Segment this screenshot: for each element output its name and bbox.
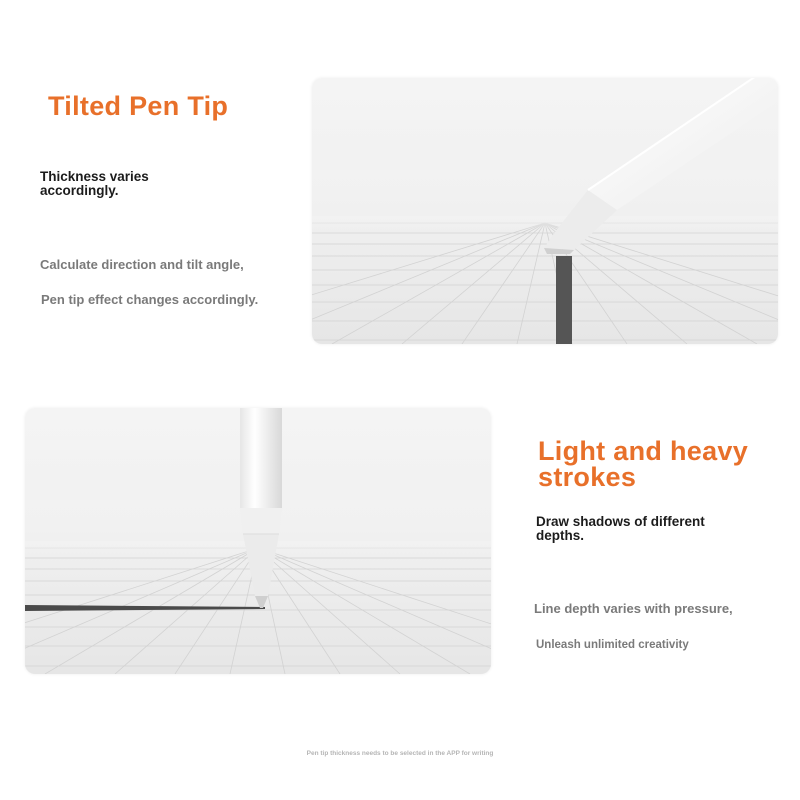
light-heavy-strokes-subheading: Draw shadows of different depths. [536, 514, 705, 543]
footnote: Pen tip thickness needs to be selected in the APP for writing [306, 750, 494, 757]
tilted-pen-tip-subheading: Thickness varies accordingly. [40, 169, 149, 198]
tilted-pen-tip-description-line2: Pen tip effect changes accordingly. [41, 292, 259, 307]
light-heavy-strokes-description-line1: Line depth varies with pressure, [534, 601, 733, 616]
pressure-pen-illustration [25, 408, 491, 674]
thick-stroke [556, 256, 572, 344]
perspective-grid [312, 223, 778, 344]
light-heavy-strokes-description-line2: Unleash unlimited creativity [536, 639, 689, 651]
tilted-pen-illustration [312, 78, 778, 344]
tilted-pen-tip-description-line1: Calculate direction and tilt angle, [40, 257, 244, 272]
stylus-pen-upright [240, 408, 282, 608]
light-heavy-strokes-heading: Light and heavy strokes [538, 436, 749, 492]
tilted-pen-tip-heading: Tilted Pen Tip [48, 91, 229, 121]
